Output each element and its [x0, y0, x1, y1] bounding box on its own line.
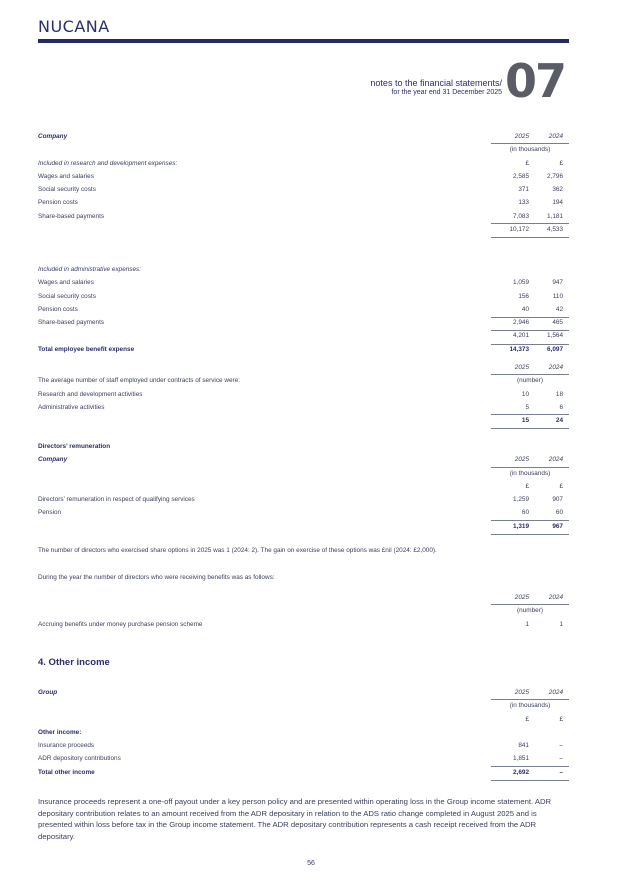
total-row — [38, 343, 569, 356]
table-heading-row — [38, 440, 569, 453]
table-row — [38, 196, 569, 209]
subtotal-2025: 10,172 — [509, 226, 529, 234]
row-label: Administrative activities — [38, 403, 105, 411]
value-2025: 156 — [518, 292, 529, 300]
table-row — [38, 316, 569, 329]
currency-2025: £ — [525, 715, 529, 723]
page-number: 56 — [307, 860, 315, 867]
unit-row — [38, 467, 569, 480]
header-bar — [38, 39, 569, 43]
currency-2025: £ — [525, 482, 529, 490]
other-income-table — [38, 686, 569, 779]
total-2024: 24 — [555, 417, 563, 425]
divider — [491, 534, 569, 535]
table-row — [38, 170, 569, 183]
row-label: Wages and salaries — [38, 279, 94, 287]
total-2024: 6,097 — [547, 345, 563, 353]
unit-row — [38, 699, 569, 712]
table-row — [38, 303, 569, 316]
employee-costs-table — [38, 130, 569, 356]
divider — [491, 428, 569, 429]
group-label: Group — [38, 689, 58, 696]
unit-label: (number) — [517, 607, 543, 615]
row-label: Share-based payments — [38, 212, 105, 220]
spacer — [38, 250, 569, 263]
benefits-table — [38, 591, 569, 631]
year-2025: 2025 — [514, 594, 529, 601]
total-2024: 967 — [552, 522, 563, 530]
currency-2024: £ — [559, 715, 563, 723]
value-2024: 947 — [552, 279, 563, 287]
table-header-row — [38, 361, 569, 374]
divider — [491, 780, 569, 781]
intro-label: The average number of staff employed under contracts of service were: — [38, 377, 241, 385]
year-2024: 2024 — [548, 456, 563, 464]
value-2025: 371 — [518, 186, 529, 194]
value-2025: 2,585 — [513, 172, 529, 180]
table-header-row — [38, 130, 569, 143]
currency-2024: £ — [559, 482, 563, 490]
staff-numbers-table — [38, 361, 569, 427]
value-2025: 5 — [525, 403, 529, 411]
total-2025: 2,692 — [513, 768, 529, 776]
subtotal-2024: 4,533 — [547, 226, 563, 234]
row-label: ADR depository contributions — [38, 755, 121, 763]
value-2024: 465 — [552, 319, 563, 327]
table-row — [38, 726, 569, 739]
year-2025: 2025 — [514, 456, 529, 464]
value-2024: 42 — [555, 305, 563, 313]
row-label: Share-based payments — [38, 319, 105, 327]
value-2025: 1,059 — [513, 279, 529, 287]
row-label: Insurance proceeds — [38, 742, 95, 750]
section-subtitle: for the year end 31 December 2025 — [391, 89, 502, 96]
total-row — [38, 520, 569, 533]
value-2024: 1 — [559, 620, 563, 628]
section-number: 07 — [505, 54, 566, 108]
year-2025: 2025 — [514, 689, 529, 696]
company-label: Company — [38, 456, 68, 464]
total-row — [38, 766, 569, 779]
currency-2024: £ — [559, 159, 563, 167]
value-2025: 2,946 — [513, 319, 529, 327]
row-label: Research and development activities — [38, 390, 143, 398]
subtotal-2024: 1,564 — [547, 332, 563, 340]
unit-row — [38, 604, 569, 617]
value-2025: 1,259 — [513, 496, 529, 504]
row-label: Social security costs — [38, 186, 96, 194]
year-2025: 2025 — [514, 133, 529, 140]
table-header-row — [38, 591, 569, 604]
value-2024: 110 — [552, 292, 563, 300]
currency-2025: £ — [525, 159, 529, 167]
benefits-note: During the year the number of directors who were receiving benefits was as follows: — [38, 574, 275, 581]
row-label: Pension — [38, 509, 62, 517]
table-row — [38, 263, 569, 276]
value-2024: 194 — [552, 199, 563, 207]
unit-row — [38, 143, 569, 156]
rd-heading: Included in research and development expenses: — [38, 159, 178, 167]
sub-heading: Other income: — [38, 728, 82, 736]
row-label: Pension costs — [38, 305, 78, 313]
year-2024: 2024 — [548, 133, 563, 140]
currency-row — [38, 480, 569, 493]
total-2024: – — [559, 768, 563, 776]
row-label: Accruing benefits under money purchase pension scheme — [38, 620, 203, 628]
table-row — [38, 157, 569, 170]
other-income-footnote: Insurance proceeds represent a one-off payout under a key person policy and are presented within operating loss in the Group income statement. ADR depositary contribution relates to an amount received from the ADR depositary in relation to the ADS ratio change completed in August 2025 and is presented within loss before tax in the Group income statement. The ADR depositary contribution represents a cash receipt received from the ADR depositary. — [38, 797, 552, 841]
table-row — [38, 290, 569, 303]
total-row — [38, 414, 569, 427]
subtotal-row — [38, 329, 569, 342]
unit-label: (in thousands) — [509, 469, 551, 477]
table-row — [38, 183, 569, 196]
table-header-row — [38, 686, 569, 699]
subtotal-row — [38, 223, 569, 236]
table-row — [38, 388, 569, 401]
table-row — [38, 374, 569, 387]
table-row — [38, 739, 569, 752]
share-options-note: The number of directors who exercised share options in 2025 was 1 (2024: 2). The gain on exercise of these options was £nil (2024: £2,000). — [38, 547, 437, 554]
table-header-row — [38, 453, 569, 466]
unit-label: (number) — [517, 377, 543, 385]
table-row — [38, 401, 569, 414]
year-2024: 2024 — [548, 364, 563, 371]
directors-remuneration-table — [38, 440, 569, 533]
row-label: Directors’ remuneration in respect of qualifying services — [38, 496, 195, 504]
row-label: Social security costs — [38, 292, 96, 300]
total-2025: 14,373 — [509, 345, 529, 353]
value-2025: 1,851 — [513, 755, 529, 763]
currency-row — [38, 713, 569, 726]
total-label: Total employee benefit expense — [38, 345, 135, 353]
year-2024: 2024 — [548, 594, 563, 601]
year-2025: 2025 — [514, 364, 529, 371]
section-title: notes to the financial statements/ — [370, 78, 502, 88]
value-2025: 133 — [518, 199, 529, 207]
value-2025: 60 — [521, 509, 529, 517]
value-2024: 907 — [552, 496, 563, 504]
admin-heading: Included in administrative expenses: — [38, 265, 142, 273]
total-2025: 15 — [521, 417, 529, 425]
unit-label: (in thousands) — [509, 146, 551, 154]
total-label: Total other income — [38, 768, 95, 776]
row-label: Pension costs — [38, 199, 78, 207]
section-heading — [370, 78, 502, 96]
value-2025: 841 — [518, 742, 529, 750]
company-logo: NUCANA — [38, 17, 110, 36]
table-row — [38, 506, 569, 519]
subtotal-2025: 4,201 — [513, 332, 529, 340]
value-2024: 18 — [555, 390, 563, 398]
table-heading: Directors’ remuneration — [38, 443, 111, 450]
value-2024: – — [559, 755, 563, 763]
divider — [491, 330, 569, 331]
value-2024: 362 — [552, 186, 563, 194]
value-2024: 60 — [555, 509, 563, 517]
value-2024: 1,181 — [547, 212, 563, 220]
value-2024: 6 — [559, 403, 563, 411]
value-2024: 2,796 — [547, 172, 563, 180]
value-2025: 7,083 — [513, 212, 529, 220]
table-row — [38, 493, 569, 506]
value-2025: 1 — [525, 620, 529, 628]
row-label: Wages and salaries — [38, 172, 94, 180]
divider — [491, 317, 569, 318]
table-row — [38, 210, 569, 223]
value-2024: – — [559, 742, 563, 750]
spacer — [38, 236, 569, 249]
table-row — [38, 276, 569, 289]
other-income-heading: 4. Other income — [38, 657, 110, 668]
total-2025: 1,319 — [513, 522, 529, 530]
divider — [491, 344, 569, 345]
table-row — [38, 752, 569, 765]
year-2024: 2024 — [548, 689, 563, 696]
value-2025: 10 — [521, 390, 529, 398]
unit-label: (in thousands) — [509, 702, 551, 710]
company-label: Company — [38, 133, 68, 140]
value-2025: 40 — [521, 305, 529, 313]
table-row — [38, 618, 569, 631]
